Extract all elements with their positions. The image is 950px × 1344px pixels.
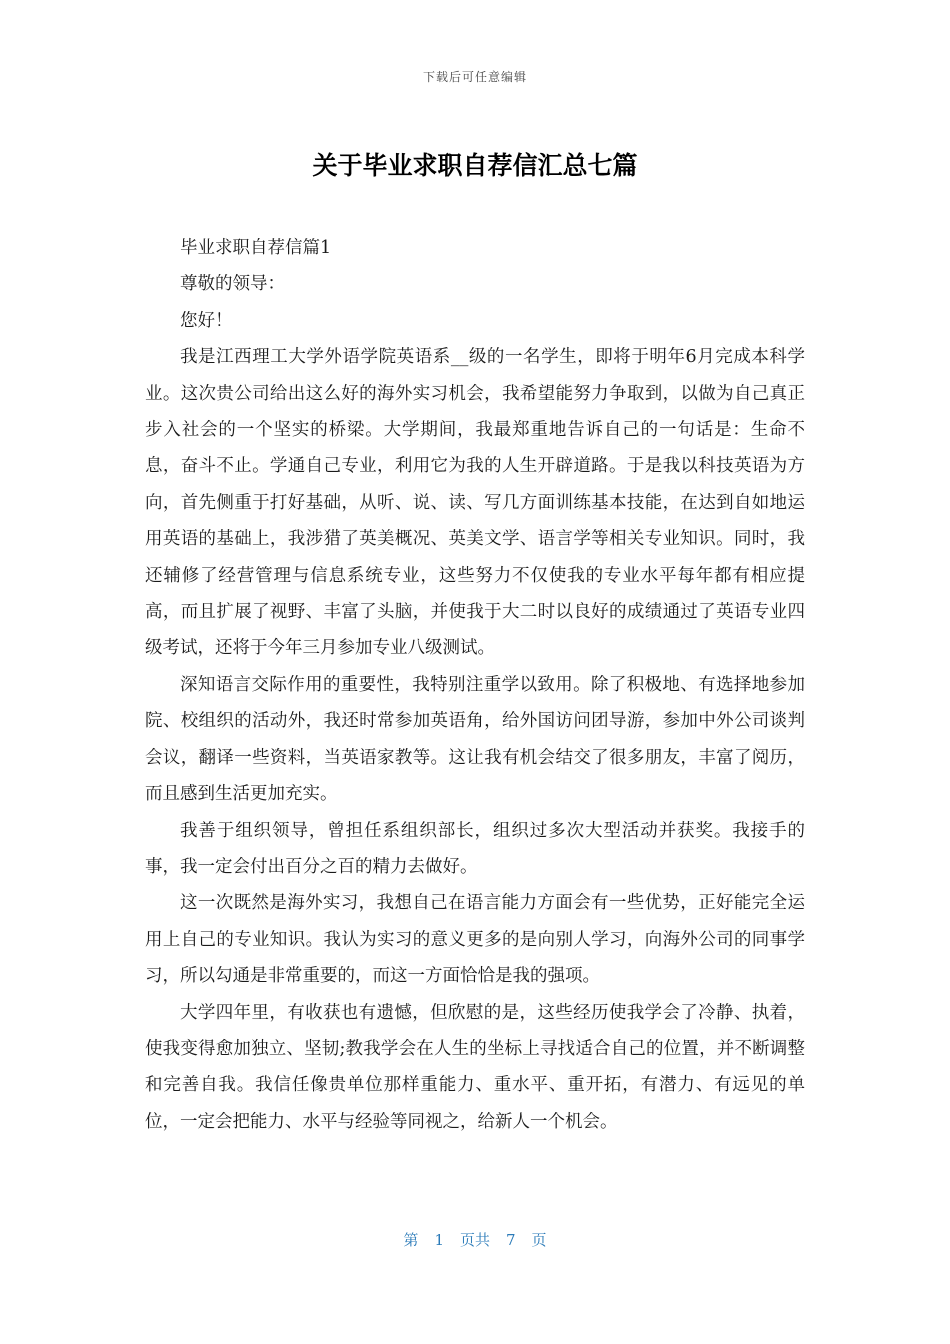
- footer-prefix: 第: [403, 1231, 419, 1249]
- document-title: 关于毕业求职自荐信汇总七篇: [312, 151, 638, 180]
- total-page-number: 7: [506, 1231, 516, 1249]
- page-footer: [0, 1229, 950, 1250]
- body-paragraph: 深知语言交际作用的重要性，我特别注重学以致用。除了积极地、有选择地参加院、校组织的活动外，我还时常参加英语角，给外国访问团导游，参加中外公司谈判会议，翻译一些资料，当英语家教等。这让我有机会结交了很多朋友，丰富了阅历，而且感到生活更加充实。: [145, 674, 805, 805]
- document-body: [145, 230, 805, 1140]
- current-page-number: 1: [434, 1231, 444, 1249]
- greeting: 您好！: [180, 310, 233, 331]
- footer-middle: 页共: [459, 1231, 490, 1249]
- footer-suffix: 页: [531, 1231, 547, 1249]
- header-note: 下载后可任意编辑: [422, 70, 527, 84]
- body-paragraph: 我善于组织领导，曾担任系组织部长，组织过多次大型活动并获奖。我接手的事，我一定会付出百分之百的精力去做好。: [145, 820, 805, 877]
- salutation: 尊敬的领导：: [180, 274, 285, 295]
- body-paragraph: 这一次既然是海外实习，我想自己在语言能力方面会有一些优势，正好能完全运用上自己的专业知识。我认为实习的意义更多的是向别人学习，向海外公司的同事学习，所以勾通是非常重要的，而这一方面恰恰是我的强项。: [145, 893, 805, 987]
- body-paragraph: 大学四年里，有收获也有遗憾，但欣慰的是，这些经历使我学会了冷静、执着，使我变得愈加独立、坚韧;教我学会在人生的坐标上寻找适合自己的位置，并不断调整和完善自我。我信任像贵单位那样重能力、重水平、重开拓，有潜力、有远见的单位，一定会把能力、水平与经验等同视之，给新人一个机会。: [145, 1002, 805, 1132]
- body-paragraph: 我是江西理工大学外语学院英语系__级的一名学生，即将于明年6月完成本科学业。这次贵公司给出这么好的海外实习机会，我希望能努力争取到，以做为自己真正步入社会的一个坚实的桥梁。大学期间，我最郑重地告诉自己的一句话是：生命不息，奋斗不止。学通自己专业，利用它为我的人生开辟道路。于是我以科技英语为方向，首先侧重于打好基础，从听、说、读、写几方面训练基本技能，在达到自如地运用英语的基础上，我涉猎了英美概况、英美文学、语言学等相关专业知识。同时，我还辅修了经营管理与信息系统专业，这些努力不仅使我的专业水平每年都有相应提高，而且扩展了视野、丰富了头脑，并使我于大二时以良好的成绩通过了英语专业四级考试，还将于今年三月参加专业八级测试。: [145, 347, 805, 659]
- section-heading: 毕业求职自荐信篇1: [180, 238, 332, 258]
